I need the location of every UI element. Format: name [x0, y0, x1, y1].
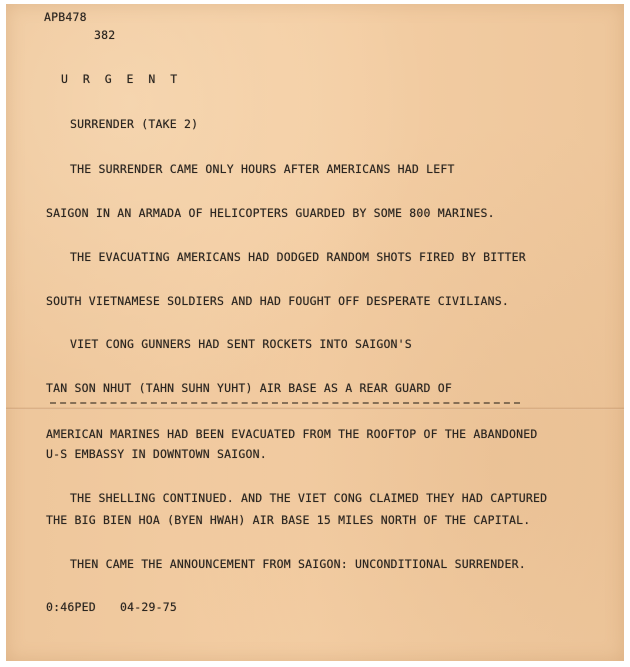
paper-fold-crease	[6, 407, 624, 410]
story-slug: SURRENDER (TAKE 2)	[70, 117, 199, 131]
body-line: THE SURRENDER CAME ONLY HOURS AFTER AMERICANS HAD LEFT	[70, 162, 455, 176]
body-line: THE EVACUATING AMERICANS HAD DODGED RANDOM SHOTS FIRED BY BITTER	[70, 250, 526, 264]
body-line: SOUTH VIETNAMESE SOLDIERS AND HAD FOUGHT OFF DESPERATE CIVILIANS.	[46, 294, 510, 308]
garbled-transmission-line	[50, 402, 520, 404]
body-line: AMERICAN MARINES HAD BEEN EVACUATED FROM THE ROOFTOP OF THE ABANDONED	[46, 427, 538, 441]
header-code: APB478	[44, 10, 87, 24]
body-line: THE SHELLING CONTINUED. AND THE VIET CONG CLAIMED THEY HAD CAPTURED	[70, 491, 548, 505]
body-line: TAN SON NHUT (TAHN SUHN YUHT) AIR BASE AS A REAR GUARD OF	[46, 381, 453, 395]
header-number: 382	[94, 28, 116, 42]
body-line: THEN CAME THE ANNOUNCEMENT FROM SAIGON: UNCONDITIONAL SURRENDER.	[70, 557, 526, 571]
body-line: SAIGON IN AN ARMADA OF HELICOPTERS GUARDED BY SOME 800 MARINES.	[46, 206, 495, 220]
footer-date: 04-29-75	[120, 600, 177, 614]
footer-time: 0:46PED	[46, 600, 96, 614]
body-line: VIET CONG GUNNERS HAD SENT ROCKETS INTO SAIGON'S	[70, 337, 412, 351]
priority-label: U R G E N T	[61, 72, 182, 86]
body-line: U-S EMBASSY IN DOWNTOWN SAIGON.	[46, 447, 267, 461]
body-line: THE BIG BIEN HOA (BYEN HWAH) AIR BASE 15 MILES NORTH OF THE CAPITAL.	[46, 513, 531, 527]
